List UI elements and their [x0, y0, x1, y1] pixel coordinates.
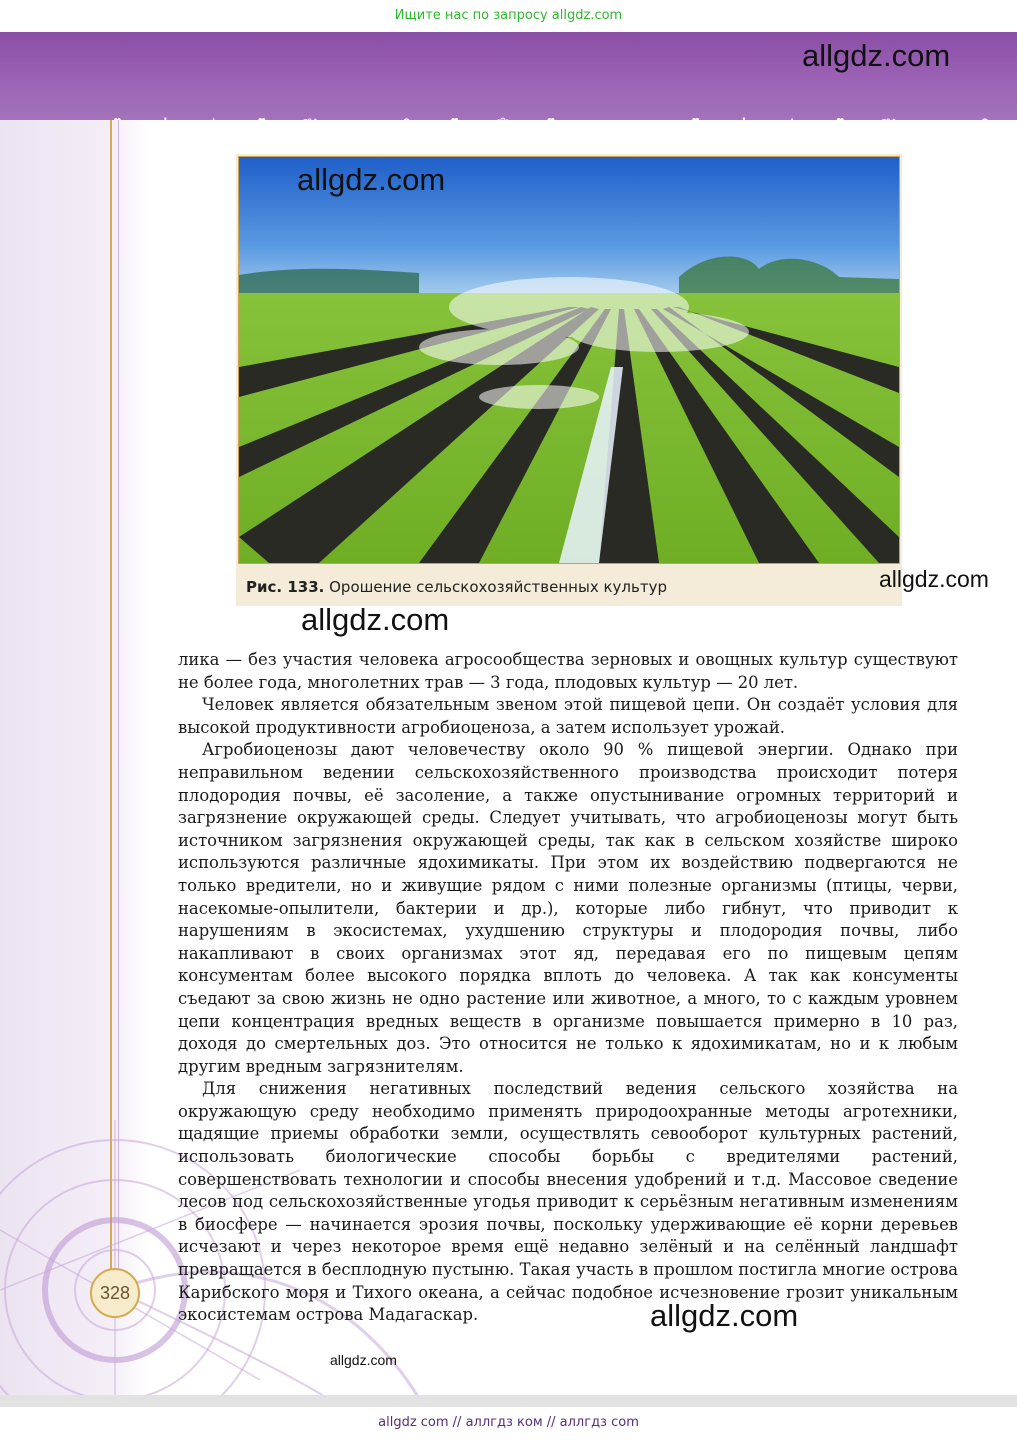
irrigation-photo	[238, 156, 900, 564]
figure-133	[236, 154, 902, 606]
page-number: 328	[90, 1268, 140, 1318]
bottom-strip	[0, 1395, 1017, 1407]
body-text	[178, 649, 958, 1327]
paragraph-2: Человек является обязательным звеном этой пищевой цепи. Он создаёт условия для высокой продуктивности агробиоценоза, а затем использует урожай.	[178, 695, 958, 737]
photo-watermark: allgdz.com	[297, 162, 446, 197]
paragraph-3: Агробиоценозы дают человечеству около 90 % пищевой энергии. Однако при неправильном ведении сельскохозяйственного производства происходит потеря плодородия почвы, её засоление, а также опустынивание огромных территорий и загрязнение окружающей среды. Следует учитывать, что агробиоценозы могут быть источником загрязнения окружающей среды, так как в сельском хозяйстве широко используются различные ядохимикаты. При этом их воздействию подвергаются не только вредители, но и живущие рядом с ними полезные организмы (птицы, черви, насекомые-опылители, бактерии и др.), которые либо гибнут, что приводит к нарушениям в экосистемах, ухудшению структуры и плодородия почвы, либо накапливают в своих организмах этот яд, передавая его по пищевым цепям консументам более высокого порядка вплоть до человека. А так как консументы съедают за свою жизнь не одно растение или животное, а много, то с каждым уровнем цепи концентрация вредных веществ в организме повышается примерно в 10 раз, доходя до смертельных доз. Это относится не только к ядохимикатам, но и к любым другим вредным загрязнителям.	[178, 740, 958, 1076]
footer-links[interactable]: allgdz com // аллгдз ком // аллгдз com	[378, 1415, 639, 1430]
below-figure-watermark: allgdz.com	[301, 602, 450, 637]
paragraph-4: Для снижения негативных последствий ведения сельского хозяйства на окружающую среду необходимо применять природоохранные методы агротехники, щадящие приемы обработки земли, осуществлять севооборот культурных растений, использовать биологические способы борьбы с вредителями растений, совершенствовать технологии и способы внесения удобрений и т.д. Массовое сведение лесов под сельскохозяйственные угодья приводит к серьёзным негативным изменениям в биосфере — начинается эрозия почвы, поскольку удерживающие её корни деревьев исчезают и через некоторое время ещё недавно зелёный и на селённый ландшафт превращается в бесплодную пустыню. Такая участь в прошлом постигла многие острова Карибского моря и Тихого океана, а сейчас подобное исчезновение грозит уникальным экосистемам острова Мадагаскар.	[178, 1079, 958, 1325]
figure-caption-text: Орошение сельскохозяйственных культур	[329, 578, 667, 596]
figure-caption	[246, 578, 667, 596]
caption-watermark: allgdz.com	[879, 566, 989, 592]
header-watermark: allgdz.com	[802, 38, 951, 73]
bottom-watermark: allgdz.com	[650, 1298, 799, 1333]
top-ad-text[interactable]: Ищите нас по запросу allgdz.com	[394, 8, 623, 23]
paragraph-1: лика — без участия человека агросообщества зерновых и овощных культур существуют не более года, многолетних трав — 3 года, плодовых культур — 20 лет.	[178, 650, 958, 692]
bottom-small-watermark: allgdz.com	[330, 1352, 397, 1368]
figure-label: Рис. 133.	[246, 578, 325, 596]
